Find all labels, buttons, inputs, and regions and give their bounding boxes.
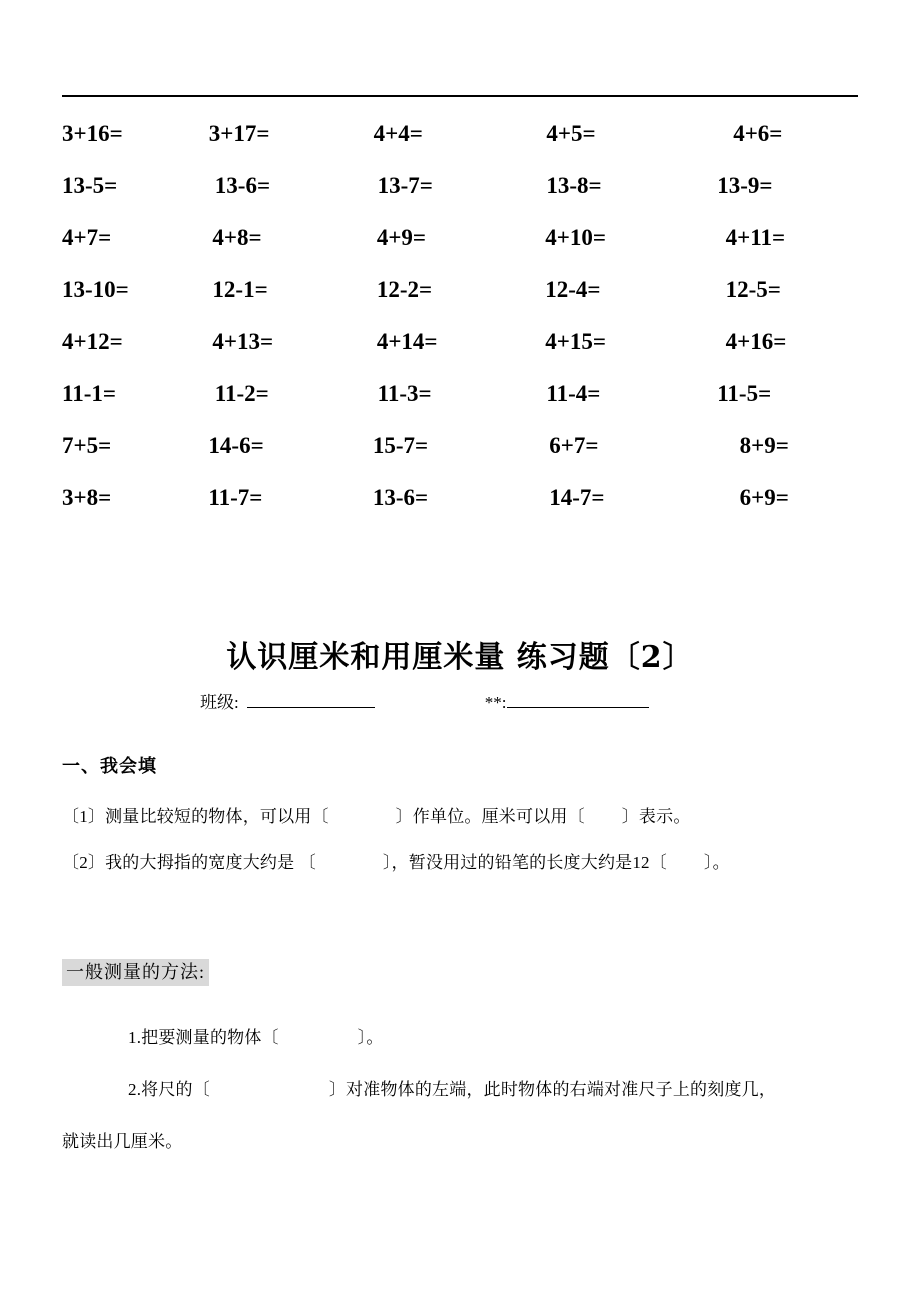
class-label: 班级: [200, 693, 239, 712]
method-step-1 [62, 1012, 872, 1064]
arithmetic-problem: 13-10= [62, 277, 129, 302]
question-2-prefix: 〔2〕我的大拇指的宽度大约是 〔 [62, 853, 316, 872]
arithmetic-row [62, 472, 858, 524]
method-title-highlight: 一般测量的方法: [62, 959, 209, 986]
question-1-prefix: 〔1〕测量比较短的物体，可以用〔 [62, 807, 329, 826]
class-blank-line[interactable] [247, 693, 375, 708]
arithmetic-problem: 7+5= [62, 433, 112, 458]
question-1-middle: 〕作单位。厘米可以用〔 [395, 807, 585, 826]
arithmetic-problem: 4+4= [373, 121, 423, 146]
arithmetic-problem: 4+16= [725, 329, 787, 354]
arithmetic-problem: 4+13= [212, 329, 274, 354]
arithmetic-problem: 6+7= [549, 433, 599, 458]
arithmetic-problem: 13-6= [372, 485, 429, 510]
arithmetic-row [62, 368, 858, 420]
arithmetic-problem: 6+9= [739, 485, 789, 510]
question-1-suffix: 〕表示。 [621, 807, 691, 826]
arithmetic-problem: 13-8= [546, 173, 602, 198]
arithmetic-problem: 11-1= [62, 381, 116, 406]
fill-in-question-list [62, 794, 862, 886]
arithmetic-problem: 3+16= [62, 121, 123, 146]
arithmetic-problem: 13-9= [717, 173, 773, 198]
method-step-list [62, 1012, 872, 1168]
arithmetic-problem: 8+9= [739, 433, 789, 458]
method-step-2 [62, 1064, 872, 1116]
arithmetic-problem: 14-6= [208, 433, 264, 458]
name-field [485, 693, 650, 713]
arithmetic-problem: 11-4= [546, 381, 601, 406]
fill-in-question-1 [62, 794, 862, 840]
arithmetic-row [62, 160, 858, 212]
arithmetic-problem: 11-3= [377, 381, 432, 406]
arithmetic-problem: 12-5= [725, 277, 781, 302]
student-meta-row [0, 688, 920, 713]
arithmetic-problem: 4+10= [545, 225, 606, 250]
arithmetic-problem: 11-7= [208, 485, 263, 510]
arithmetic-row [62, 212, 858, 264]
arithmetic-problem: 12-4= [545, 277, 601, 302]
question-2-suffix: 〕。 [703, 853, 730, 872]
arithmetic-problem: 4+15= [545, 329, 606, 354]
arithmetic-problem: 15-7= [372, 433, 429, 458]
arithmetic-problem: 4+11= [725, 225, 786, 250]
arithmetic-problem: 4+12= [62, 329, 123, 354]
name-blank-line[interactable] [507, 693, 649, 708]
title-block [0, 632, 920, 676]
arithmetic-problem: 4+6= [733, 121, 783, 146]
arithmetic-problem: 11-5= [717, 381, 772, 406]
arithmetic-problem: 4+7= [62, 225, 112, 250]
arithmetic-problem: 4+14= [376, 329, 438, 354]
header-divider-rule [62, 95, 858, 97]
arithmetic-row [62, 108, 858, 160]
arithmetic-problem: 13-7= [377, 173, 433, 198]
section-one-heading: 一、我会填 [62, 756, 157, 776]
name-label: **: [484, 693, 507, 712]
method-step-2-continuation: 就读出几厘米。 [62, 1132, 183, 1151]
question-2-middle: 〕，暂没用过的铅笔的长度大约是12〔 [382, 853, 667, 872]
arithmetic-problem: 14-7= [549, 485, 605, 510]
method-step-2-prefix: 2.将尺的〔 [128, 1080, 210, 1099]
method-step-2-suffix: 〕对准物体的左端，此时物体的右端对准尺子上的刻度几， [328, 1080, 777, 1099]
arithmetic-problem: 4+8= [212, 225, 262, 250]
arithmetic-problem: 4+5= [546, 121, 596, 146]
arithmetic-problem: 11-2= [214, 381, 269, 406]
arithmetic-problem: 12-2= [376, 277, 433, 302]
arithmetic-problem: 3+8= [62, 485, 112, 510]
arithmetic-row [62, 316, 858, 368]
method-title-wrapper [62, 958, 209, 984]
method-step-1-suffix: 〕。 [357, 1028, 384, 1047]
arithmetic-problem: 13-5= [62, 173, 118, 198]
arithmetic-row [62, 264, 858, 316]
arithmetic-problem: 4+9= [376, 225, 427, 250]
method-step-1-prefix: 1.把要测量的物体〔 [128, 1028, 279, 1047]
arithmetic-problem: 12-1= [212, 277, 268, 302]
arithmetic-problem: 13-6= [214, 173, 271, 198]
arithmetic-row [62, 420, 858, 472]
arithmetic-problem-grid [62, 108, 858, 524]
class-field [200, 688, 375, 713]
fill-in-question-2 [62, 840, 862, 886]
page-title: 认识厘米和用厘米量 练习题〔2〕 [226, 640, 694, 675]
arithmetic-problem: 3+17= [208, 121, 270, 146]
